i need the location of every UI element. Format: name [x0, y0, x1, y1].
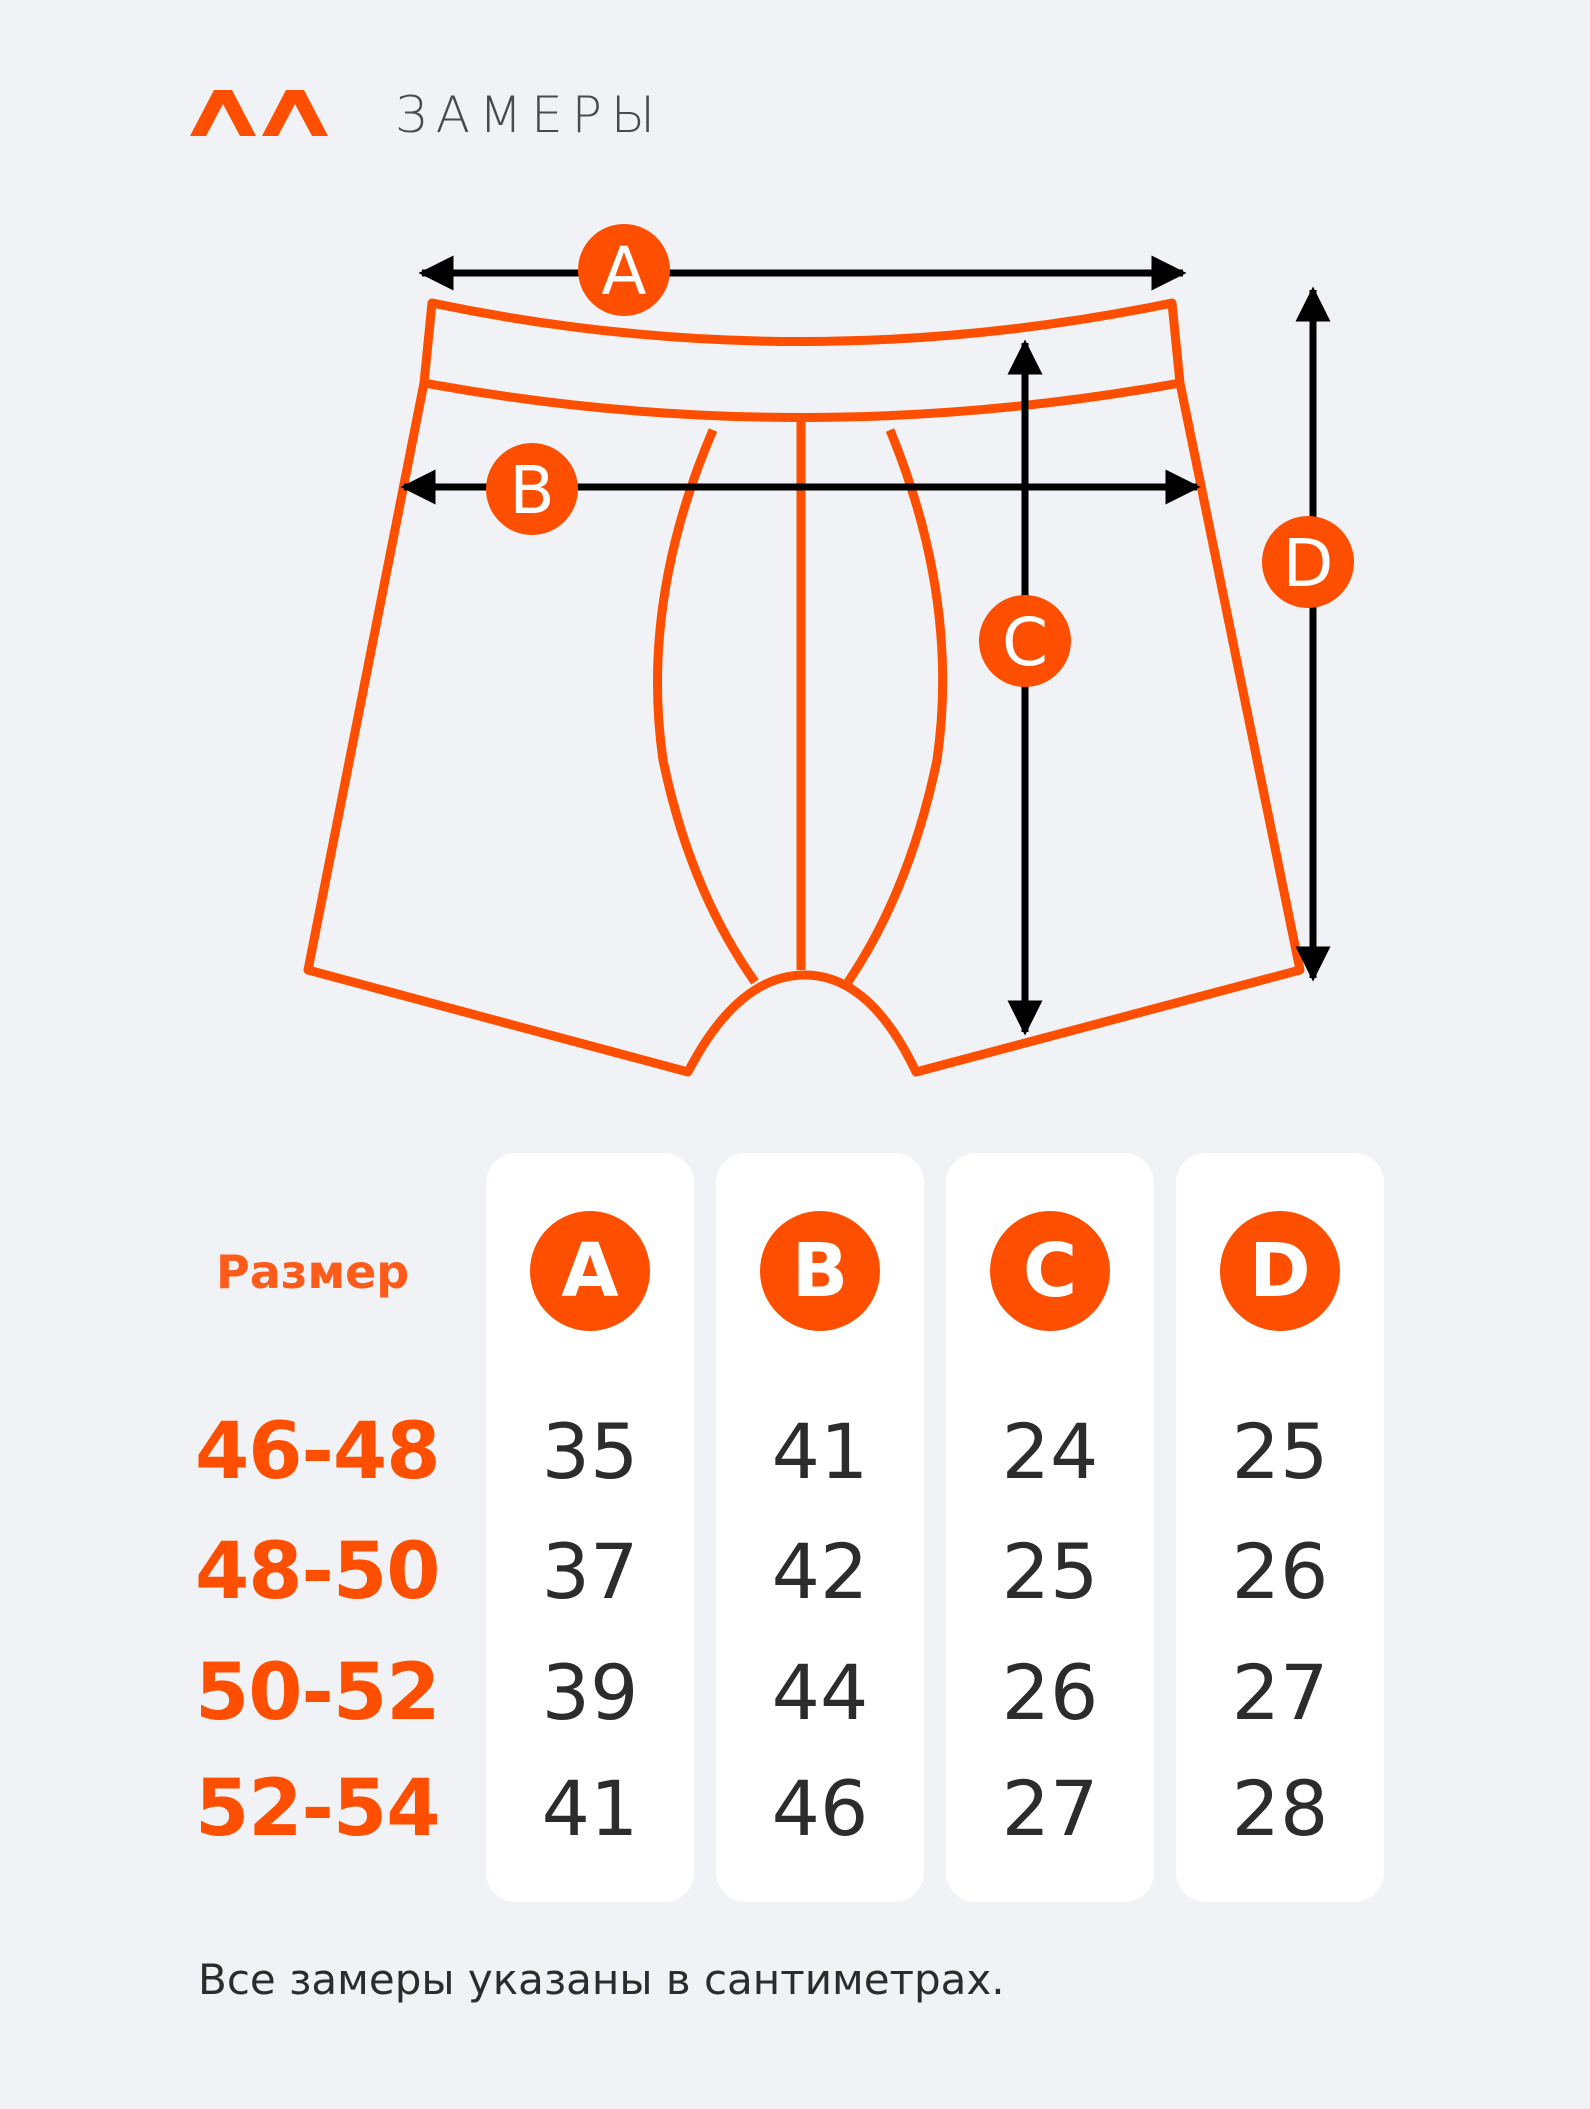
marker-b [486, 443, 578, 535]
units-footnote: Все замеры указаны в сантиметрах. [198, 1955, 1005, 2004]
size-label-50-52: 50-52 [195, 1648, 440, 1738]
cell-d-48-50: 26 [1231, 1527, 1329, 1616]
marker-d [1262, 516, 1354, 608]
column-d-badge: D [1220, 1211, 1340, 1331]
cell-a-52-54: 41 [541, 1764, 639, 1853]
size-label-52-54: 52-54 [195, 1764, 440, 1854]
marker-c [979, 595, 1071, 687]
cell-b-46-48: 41 [771, 1407, 869, 1496]
column-a-badge: A [530, 1211, 650, 1331]
marker-d-label: D [1282, 525, 1334, 602]
cell-b-52-54: 46 [771, 1764, 869, 1853]
cell-a-48-50: 37 [541, 1527, 639, 1616]
marker-a-label: A [601, 233, 647, 310]
marker-c-label: C [1001, 604, 1049, 681]
cell-b-50-52: 44 [771, 1648, 869, 1737]
cell-c-46-48: 24 [1001, 1407, 1099, 1496]
marker-b-label: B [509, 452, 555, 529]
column-c-badge: C [990, 1211, 1110, 1331]
cell-d-46-48: 25 [1231, 1407, 1329, 1496]
size-column-header: Размер [216, 1245, 410, 1299]
marker-a [578, 224, 670, 316]
column-d [1176, 1153, 1384, 1902]
size-label-48-50: 48-50 [195, 1527, 440, 1617]
page-title: ЗАМЕРЫ [395, 86, 665, 144]
column-c [946, 1153, 1154, 1902]
cell-d-50-52: 27 [1231, 1648, 1329, 1737]
cell-c-52-54: 27 [1001, 1764, 1099, 1853]
column-b-badge: B [760, 1211, 880, 1331]
cell-d-52-54: 28 [1231, 1764, 1329, 1853]
cell-b-48-50: 42 [771, 1527, 869, 1616]
cell-a-46-48: 35 [541, 1407, 639, 1496]
cell-a-50-52: 39 [541, 1648, 639, 1737]
cell-c-48-50: 25 [1001, 1527, 1099, 1616]
cell-c-50-52: 26 [1001, 1648, 1099, 1737]
boxer-outline [308, 303, 1300, 1072]
column-a [486, 1153, 694, 1902]
column-b [716, 1153, 924, 1902]
size-label-46-48: 46-48 [195, 1407, 440, 1497]
